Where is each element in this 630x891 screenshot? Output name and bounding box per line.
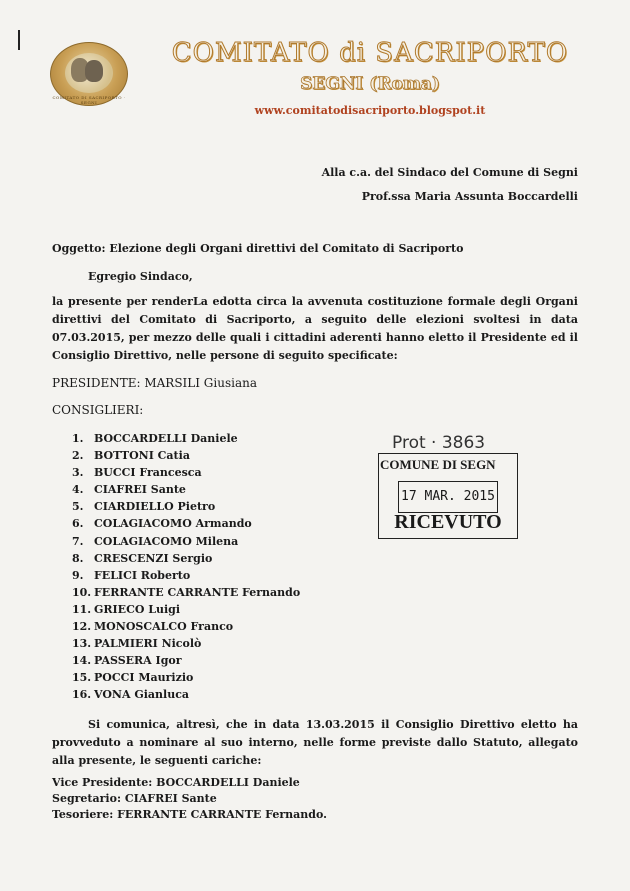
councillor-name: CIARDIELLO Pietro [94, 500, 216, 514]
councillor-name: COLAGIACOMO Armando [94, 517, 252, 531]
margin-mark [18, 30, 20, 50]
role-secretary: Segretario: CIAFREI Sante [52, 792, 217, 805]
councillor-name: BUCCI Francesca [94, 466, 202, 480]
councillor-number: 13. [72, 637, 92, 651]
received-stamp [378, 433, 518, 539]
president-line: PRESIDENTE: MARSILI Giusiana [52, 376, 257, 390]
letterhead-website: www.comitatodisacriporto.blogspot.it [254, 104, 486, 117]
councillor-name: FERRANTE CARRANTE Fernando [94, 585, 301, 599]
protocol-number-handwritten: Prot · 3863 [392, 433, 486, 453]
councillors-heading: CONSIGLIERI: [52, 403, 144, 417]
councillor-number: 8. [72, 551, 84, 565]
councillor-number: 9. [72, 568, 84, 582]
councillor-number: 15. [72, 671, 92, 685]
councillor-name: BOCCARDELLI Daniele [94, 432, 238, 445]
councillor-number: 2. [72, 449, 84, 463]
councillor-name: VONA Gianluca [94, 688, 190, 702]
councillor-number: 16. [72, 688, 92, 702]
role-treasurer: Tesoriere: FERRANTE CARRANTE Fernando. [52, 808, 327, 821]
councillor-number: 14. [72, 654, 92, 668]
councillor-item [72, 635, 300, 652]
councillors-list [72, 430, 300, 704]
councillor-name: BOTTONI Catia [94, 449, 190, 463]
councillor-item [72, 447, 300, 464]
councillor-name: MONOSCALCO Franco [94, 620, 234, 634]
councillor-number: 10. [72, 585, 92, 599]
councillor-name: COLAGIACOMO Milena [94, 534, 239, 548]
logo-head-right [85, 60, 103, 82]
councillor-item [72, 550, 300, 567]
councillor-number: 5. [72, 500, 84, 514]
stamp-date: 17 MAR. 2015 [398, 481, 498, 513]
councillor-number: 4. [72, 483, 84, 497]
addressee-line-1: Alla c.a. del Sindaco del Comune di Segni [321, 166, 578, 179]
letterhead-title: COMITATO di SACRIPORTO [171, 38, 569, 68]
councillor-item [72, 601, 300, 618]
councillor-name: PALMIERI Nicolò [94, 637, 202, 651]
councillor-item [72, 669, 300, 686]
councillor-number: 11. [72, 602, 92, 616]
stamp-status: RICEVUTO [394, 511, 502, 533]
councillor-name: POCCI Maurizio [94, 671, 194, 685]
councillor-name: GRIECO Luigi [94, 602, 181, 616]
councillor-item [72, 652, 300, 669]
councillor-item [72, 686, 300, 703]
councillor-name: CRESCENZI Sergio [94, 551, 213, 565]
councillor-number: 6. [72, 517, 84, 531]
councillor-name: CIAFREI Sante [94, 483, 186, 497]
closing-paragraph: Si comunica, altresì, che in data 13.03.2015 il Consiglio Direttivo eletto ha provveduto a nominare al suo interno, nelle forme previste dallo Statuto, allegato alla presente, le seguenti cariche: [52, 718, 578, 767]
councillor-item [72, 584, 300, 601]
stamp-office: COMUNE DI SEGN [380, 457, 496, 472]
councillor-number: 1. [72, 432, 84, 445]
councillor-name: FELICI Roberto [94, 568, 191, 582]
role-vice-president: Vice Presidente: BOCCARDELLI Daniele [52, 776, 300, 789]
body-paragraph: la presente per renderLa edotta circa la avvenuta costituzione formale degli Organi direttivi del Comitato di Sacriporto, a seguito delle elezioni svoltesi in data 07.03.2015, per mezzo delle quali i cittadini aderenti hanno eletto il Presidente ed il Consiglio Direttivo, nelle persone di seguito specificate: [52, 295, 578, 362]
councillor-number: 7. [72, 534, 84, 548]
letterhead-subtitle: SEGNI (Roma) [300, 74, 440, 94]
councillor-item [72, 430, 300, 447]
addressee-line-2: Prof.ssa Maria Assunta Boccardelli [361, 190, 578, 203]
logo-ring-text: COMITATO DI SACRIPORTO · SEGNI [52, 95, 126, 105]
councillor-item [72, 464, 300, 481]
committee-logo-seal [50, 42, 128, 106]
councillor-item [72, 498, 300, 515]
councillor-item [72, 533, 300, 550]
councillor-number: 3. [72, 466, 84, 480]
councillor-number: 12. [72, 620, 92, 634]
councillor-name: PASSERA Igor [94, 654, 182, 668]
councillor-item [72, 515, 300, 532]
subject-line: Oggetto: Elezione degli Organi direttivi del Comitato di Sacriporto [52, 242, 464, 255]
councillor-item [72, 618, 300, 635]
councillor-item [72, 481, 300, 498]
councillor-item [72, 567, 300, 584]
salutation: Egregio Sindaco, [88, 270, 193, 283]
